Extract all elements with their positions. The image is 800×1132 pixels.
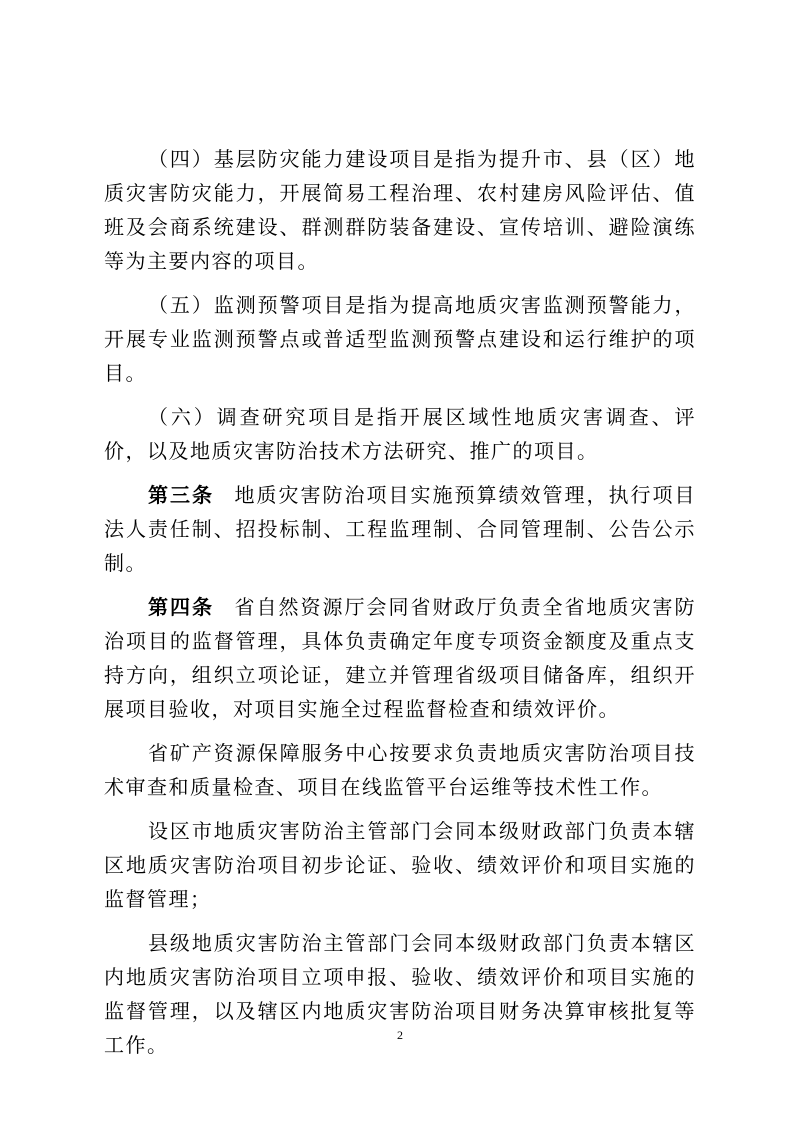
article-heading: 第三条 bbox=[148, 483, 214, 507]
article-4 bbox=[104, 590, 696, 726]
paragraph-item-4 bbox=[104, 142, 696, 278]
paragraph-city-level bbox=[104, 814, 696, 916]
paragraph-text: 省自然资源厅会同省财政厅负责全省地质灾害防治项目的监督管理，具体负责确定年度专项资金额度及重点支持方向，组织立项论证，建立并管理省级项目储备库，组织开展项目验收，对项目实施全过程监督检查和绩效评价。 bbox=[104, 595, 696, 721]
paragraph-text: 县级地质灾害防治主管部门会同本级财政部门负责本辖区内地质灾害防治项目立项申报、验收、绩效评价和项目实施的监督管理，以及辖区内地质灾害防治项目财务决算审核批复等工作。 bbox=[104, 931, 696, 1057]
document-body bbox=[104, 142, 696, 1072]
paragraph-text: （五）监测预警项目是指为提高地质灾害监测预警能力，开展专业监测预警点或普适型监测预警点建设和运行维护的项目。 bbox=[104, 293, 696, 385]
paragraph-provincial-center bbox=[104, 736, 696, 804]
paragraph-item-6 bbox=[104, 400, 696, 468]
paragraph-item-5 bbox=[104, 288, 696, 390]
page-number: 2 bbox=[397, 1028, 403, 1042]
paragraph-text: （六）调查研究项目是指开展区域性地质灾害调查、评价，以及地质灾害防治技术方法研究、推广的项目。 bbox=[104, 405, 696, 463]
paragraph-text: 设区市地质灾害防治主管部门会同本级财政部门负责本辖区地质灾害防治项目初步论证、验收、绩效评价和项目实施的监督管理； bbox=[104, 819, 696, 911]
paragraph-text: （四）基层防灾能力建设项目是指为提升市、县（区）地质灾害防灾能力，开展简易工程治理、农村建房风险评估、值班及会商系统建设、群测群防装备建设、宣传培训、避险演练等为主要内容的项目。 bbox=[104, 147, 696, 273]
article-3 bbox=[104, 478, 696, 580]
paragraph-text: 地质灾害防治项目实施预算绩效管理，执行项目法人责任制、招投标制、工程监理制、合同管理制、公告公示制。 bbox=[104, 483, 696, 575]
article-heading: 第四条 bbox=[148, 595, 214, 619]
paragraph-text: 省矿产资源保障服务中心按要求负责地质灾害防治项目技术审查和质量检查、项目在线监管平台运维等技术性工作。 bbox=[104, 741, 696, 799]
